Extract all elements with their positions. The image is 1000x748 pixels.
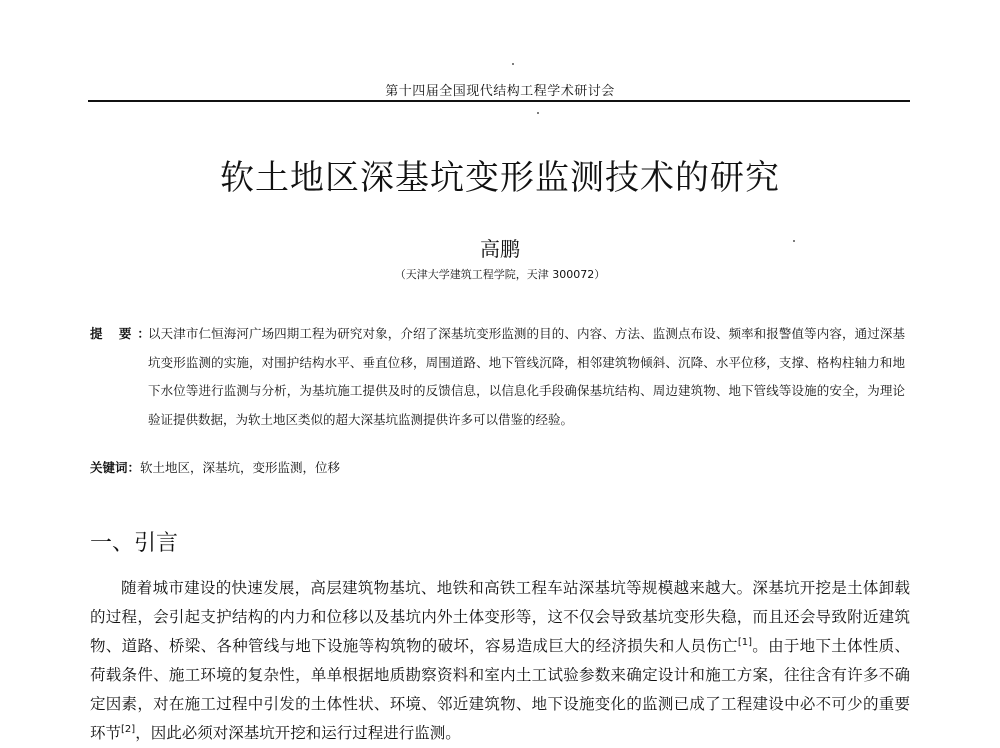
abstract — [90, 320, 905, 434]
keywords-text: 软土地区，深基坑，变形监测，位移 — [140, 460, 341, 475]
section-heading-introduction: 一、引言 — [90, 531, 179, 556]
introduction-paragraph — [90, 574, 910, 748]
header-rule — [88, 100, 910, 102]
abstract-text: 以天津市仁恒海河广场四期工程为研究对象，介绍了深基坑变形监测的目的、内容、方法、监测点布设、频率和报警值等内容，通过深基坑变形监测的实施，对围护结构水平、垂直位移，周围道路、地下管线沉降，相邻建筑物倾斜、沉降、水平位移，支撑、格构柱轴力和地下水位等进行监测与分析，为基坑施工提供及时的反馈信息，以信息化手段确保基坑结构、周边建筑物、地下管线等设施的安全，为理论验证提供数据，为软土地区类似的超大深基坑监测提供许多可以借鉴的经验。 — [148, 326, 905, 427]
keywords — [90, 458, 905, 476]
abstract-label: 提 要： — [90, 326, 156, 341]
paragraph-text: ，因此必须对深基坑开挖和运行过程进行监测。 — [135, 724, 461, 742]
keywords-label: 关键词： — [90, 460, 141, 475]
scan-speck — [537, 112, 539, 114]
paragraph-text: 随着城市建设的快速发展，高层建筑物基坑、地铁和高铁工程车站深基坑等规模越来越大。深基坑开挖是土体卸载的过程，会引起支护结构的内力和位移以及基坑内外土体变形等，这不仅会导致基坑变形失稳，而且还会导致附近建筑物、道路、桥梁、各种管线与地下设施等构筑物的破坏，容易造成巨大的经济损失和人员伤亡 — [90, 579, 910, 655]
conference-header: 第十四届全国现代结构工程学术研讨会 — [385, 84, 615, 99]
citation-1: [1] — [737, 636, 752, 648]
citation-2: [2] — [121, 723, 136, 735]
author-affiliation: （天津大学建筑工程学院，天津 300072） — [394, 268, 606, 281]
paragraph-text: 。由于地下土体性质、荷载条件、施工环境的复杂性，单单根据地质勘察资料和室内土工试验参数来确定设计和施工方案，往往含有许多不确定因素，对在施工过程中引发的土体性状、环境、邻近建筑物、地下设施变化的监测已成了工程建设中必不可少的重要环节 — [90, 637, 910, 742]
paper-title: 软土地区深基坑变形监测技术的研究 — [220, 158, 780, 198]
author-name: 高鹏 — [480, 237, 520, 261]
scan-speck — [512, 63, 514, 65]
